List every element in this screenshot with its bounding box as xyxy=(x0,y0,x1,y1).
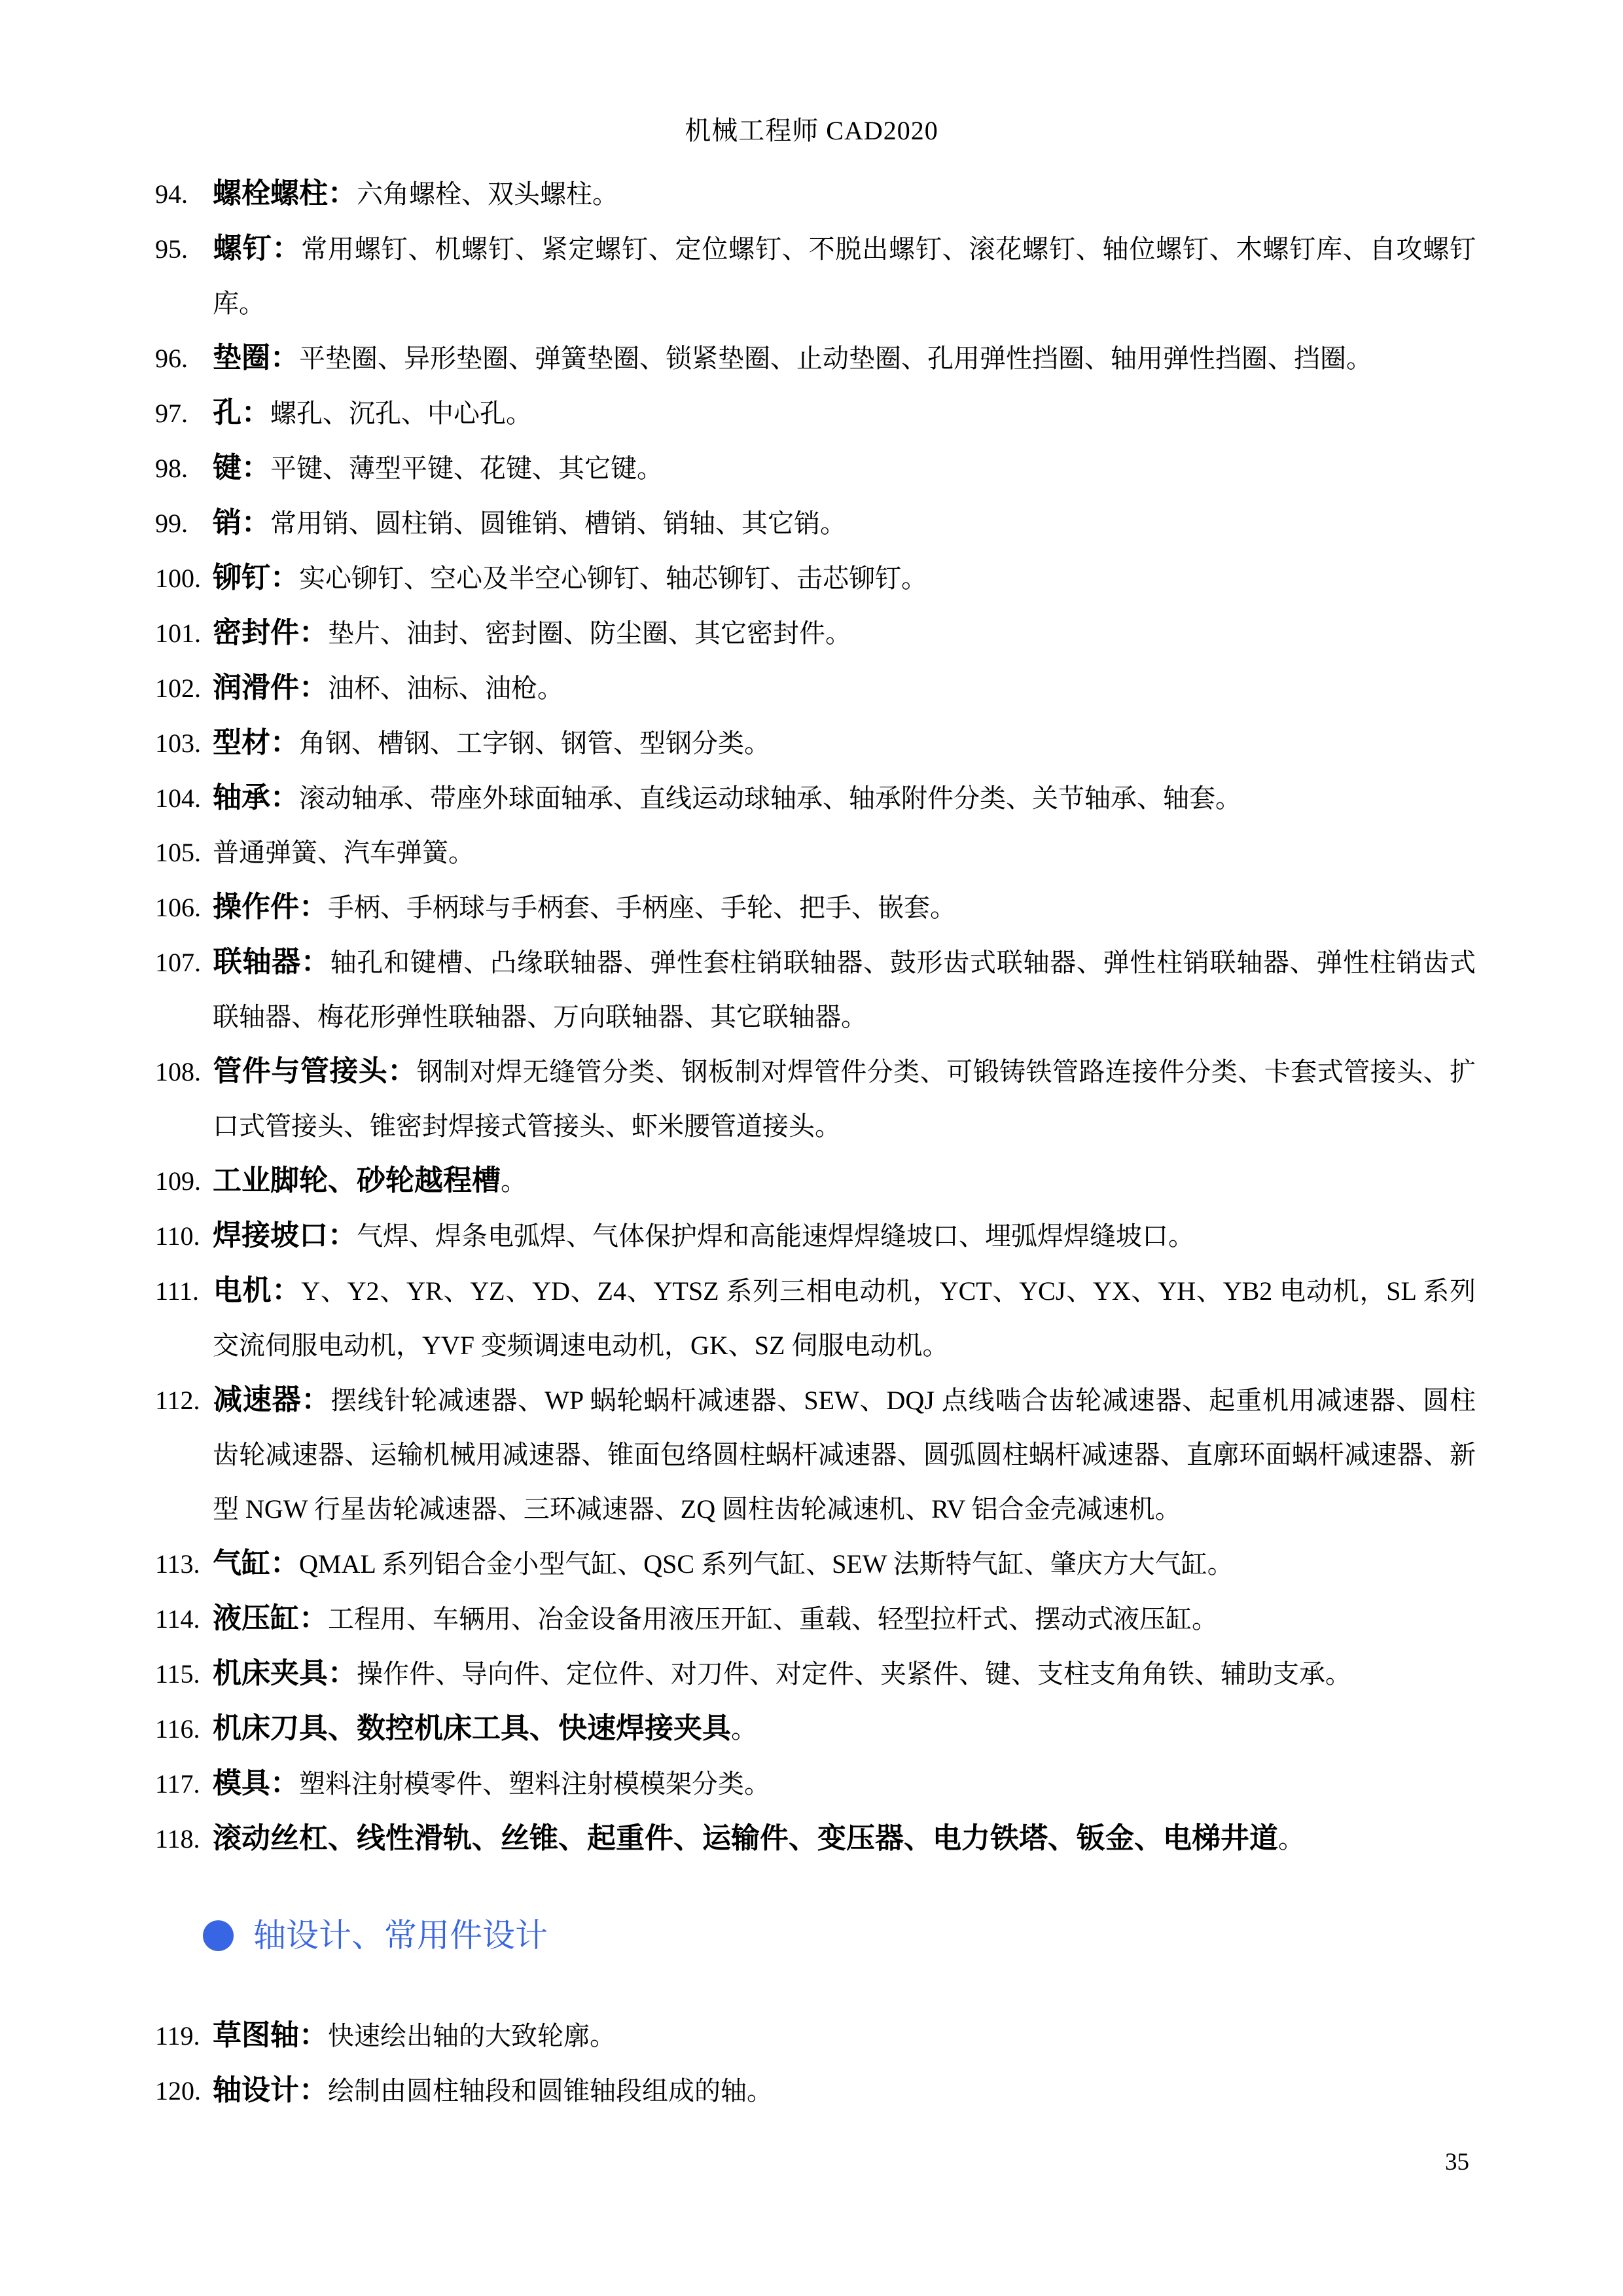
list-item xyxy=(155,1756,1476,1811)
blue-dot-icon xyxy=(203,1920,234,1951)
item-number: 101. xyxy=(155,619,201,648)
item-term: 铆钉： xyxy=(213,562,299,594)
item-description: Y、Y2、YR、YZ、YD、Z4、YTSZ 系列三相电动机，YCT、YCJ、YX、YH、YB2 电动机，SL 系列交流伺服电动机，YVF 变频调速电动机，GK、SZ 伺服电动机。 xyxy=(213,1276,1476,1360)
item-term: 孔： xyxy=(213,397,270,429)
item-term: 型材： xyxy=(213,726,299,759)
item-description: 。 xyxy=(1278,1824,1304,1854)
list-item xyxy=(155,1646,1476,1701)
item-description: 。 xyxy=(501,1166,527,1196)
item-description: 螺孔、沉孔、中心孔。 xyxy=(270,399,532,428)
list-item xyxy=(155,1701,1476,1756)
item-number: 98. xyxy=(155,454,188,483)
item-description: 手柄、手柄球与手柄套、手柄座、手轮、把手、嵌套。 xyxy=(328,893,956,922)
item-description: 六角螺栓、双头螺柱。 xyxy=(357,179,618,209)
list-item xyxy=(155,1153,1476,1208)
item-term: 键： xyxy=(213,452,270,484)
item-number: 95. xyxy=(155,234,188,264)
item-term: 液压缸： xyxy=(213,1602,328,1634)
list-item xyxy=(155,495,1476,550)
list-item xyxy=(155,2008,1476,2063)
list-item xyxy=(155,1044,1476,1153)
item-term: 垫圈： xyxy=(213,342,299,374)
item-description: 操作件、导向件、定位件、对刀件、对定件、夹紧件、键、支柱支角角铁、辅助支承。 xyxy=(357,1659,1351,1689)
list-item xyxy=(155,1263,1476,1372)
item-number: 112. xyxy=(155,1386,200,1415)
item-description: 滚动轴承、带座外球面轴承、直线运动球轴承、轴承附件分类、关节轴承、轴套。 xyxy=(299,783,1241,813)
item-term: 螺栓螺柱： xyxy=(213,177,357,209)
item-number: 103. xyxy=(155,728,201,758)
list-item xyxy=(155,550,1476,605)
item-term: 销： xyxy=(213,507,270,539)
item-term: 减速器： xyxy=(213,1384,331,1416)
item-term: 气缸： xyxy=(213,1547,299,1579)
list-item xyxy=(155,221,1476,331)
item-number: 105. xyxy=(155,838,201,867)
item-description: 轴孔和键槽、凸缘联轴器、弹性套柱销联轴器、鼓形齿式联轴器、弹性柱销联轴器、弹性柱销齿式联轴器、梅花形弹性联轴器、万向联轴器、其它联轴器。 xyxy=(213,948,1476,1031)
item-term: 焊接坡口： xyxy=(213,1219,357,1251)
item-term: 管件与管接头： xyxy=(213,1055,417,1087)
section-heading xyxy=(155,1909,1476,1963)
item-description: 实心铆钉、空心及半空心铆钉、轴芯铆钉、击芯铆钉。 xyxy=(299,564,927,593)
item-term: 草图轴： xyxy=(213,2019,328,2051)
item-number: 118. xyxy=(155,1824,200,1854)
item-description: 常用螺钉、机螺钉、紧定螺钉、定位螺钉、不脱出螺钉、滚花螺钉、轴位螺钉、木螺钉库、自攻螺钉库。 xyxy=(213,234,1476,318)
list-item xyxy=(155,1208,1476,1263)
item-description: 工程用、车辆用、冶金设备用液压开缸、重载、轻型拉杆式、摆动式液压缸。 xyxy=(328,1604,1218,1634)
item-term: 密封件： xyxy=(213,617,328,649)
list-item xyxy=(155,331,1476,386)
item-number: 117. xyxy=(155,1769,200,1799)
list-item xyxy=(155,386,1476,440)
item-number: 111. xyxy=(155,1276,200,1306)
item-term: 电机： xyxy=(213,1274,302,1306)
item-description: 绘制由圆柱轴段和圆锥轴段组成的轴。 xyxy=(328,2076,773,2106)
item-number: 104. xyxy=(155,783,201,813)
item-term: 轴设计： xyxy=(213,2074,328,2106)
page-title: 机械工程师 CAD2020 xyxy=(685,116,938,145)
item-description: 。 xyxy=(731,1714,757,1744)
list-item xyxy=(155,1536,1476,1591)
item-number: 99. xyxy=(155,509,188,538)
item-description: 常用销、圆柱销、圆锥销、槽销、销轴、其它销。 xyxy=(270,509,846,538)
list-item xyxy=(155,2063,1476,2118)
list-item xyxy=(155,880,1476,935)
item-term: 机床刀具、数控机床工具、快速焊接夹具 xyxy=(213,1712,731,1744)
item-description: 平键、薄型平键、花键、其它键。 xyxy=(270,454,663,483)
item-term: 润滑件： xyxy=(213,672,328,704)
list-item xyxy=(155,660,1476,715)
list-item xyxy=(155,1811,1476,1866)
item-term: 模具： xyxy=(213,1767,299,1799)
feature-list xyxy=(155,166,1476,2118)
item-number: 119. xyxy=(155,2021,200,2051)
item-description: 快速绘出轴的大致轮廓。 xyxy=(328,2021,616,2051)
list-item xyxy=(155,440,1476,495)
item-number: 107. xyxy=(155,948,201,977)
item-number: 116. xyxy=(155,1714,200,1744)
item-number: 102. xyxy=(155,673,201,703)
item-description: 角钢、槽钢、工字钢、钢管、型钢分类。 xyxy=(299,728,770,758)
item-number: 120. xyxy=(155,2076,201,2106)
item-description: 平垫圈、异形垫圈、弹簧垫圈、锁紧垫圈、止动垫圈、孔用弹性挡圈、轴用弹性挡圈、挡圈。 xyxy=(299,344,1372,373)
item-term: 工业脚轮、砂轮越程槽 xyxy=(213,1164,501,1196)
item-term: 机床夹具： xyxy=(213,1657,357,1689)
item-term: 操作件： xyxy=(213,891,328,923)
page-number: 35 xyxy=(1445,2149,1469,2176)
section-title: 轴设计、常用件设计 xyxy=(253,1917,548,1954)
item-number: 94. xyxy=(155,179,188,209)
item-description: 普通弹簧、汽车弹簧。 xyxy=(213,838,474,867)
item-description: 气焊、焊条电弧焊、气体保护焊和高能速焊焊缝坡口、埋弧焊焊缝坡口。 xyxy=(357,1221,1194,1251)
item-number: 110. xyxy=(155,1221,200,1251)
list-item xyxy=(155,1591,1476,1646)
item-number: 114. xyxy=(155,1604,200,1634)
item-number: 96. xyxy=(155,344,188,373)
item-description: 摆线针轮减速器、WP 蜗轮蜗杆减速器、SEW、DQJ 点线啮合齿轮减速器、起重机用减速器、圆柱齿轮减速器、运输机械用减速器、锥面包络圆柱蜗杆减速器、圆弧圆柱蜗杆减速器、直廓环面蜗杆减速器、新型 NGW 行星齿轮减速器、三环减速器、ZQ 圆柱齿轮减速机、RV 铝合金壳减速机。 xyxy=(213,1386,1476,1524)
list-item xyxy=(155,825,1476,880)
list-item xyxy=(155,605,1476,660)
item-term: 螺钉： xyxy=(213,232,302,264)
item-number: 97. xyxy=(155,399,188,428)
item-number: 115. xyxy=(155,1659,200,1689)
list-item xyxy=(155,166,1476,221)
item-number: 108. xyxy=(155,1057,201,1086)
list-item xyxy=(155,935,1476,1044)
item-description: 钢制对焊无缝管分类、钢板制对焊管件分类、可锻铸铁管路连接件分类、卡套式管接头、扩口式管接头、锥密封焊接式管接头、虾米腰管道接头。 xyxy=(213,1057,1476,1141)
item-number: 113. xyxy=(155,1549,200,1579)
list-item xyxy=(155,1372,1476,1536)
item-number: 109. xyxy=(155,1166,201,1196)
item-term: 轴承： xyxy=(213,781,299,814)
item-term: 滚动丝杠、线性滑轨、丝锥、起重件、运输件、变压器、电力铁塔、钣金、电梯井道 xyxy=(213,1822,1278,1854)
item-description: 塑料注射模零件、塑料注射模模架分类。 xyxy=(299,1769,770,1799)
item-description: 油杯、油标、油枪。 xyxy=(328,673,563,703)
item-description: 垫片、油封、密封圈、防尘圈、其它密封件。 xyxy=(328,619,851,648)
item-term: 联轴器： xyxy=(213,946,330,978)
item-number: 106. xyxy=(155,893,201,922)
list-item xyxy=(155,770,1476,825)
list-item xyxy=(155,715,1476,770)
item-description: QMAL 系列铝合金小型气缸、QSC 系列气缸、SEW 法斯特气缸、肇庆方大气缸。 xyxy=(299,1549,1234,1579)
item-number: 100. xyxy=(155,564,201,593)
